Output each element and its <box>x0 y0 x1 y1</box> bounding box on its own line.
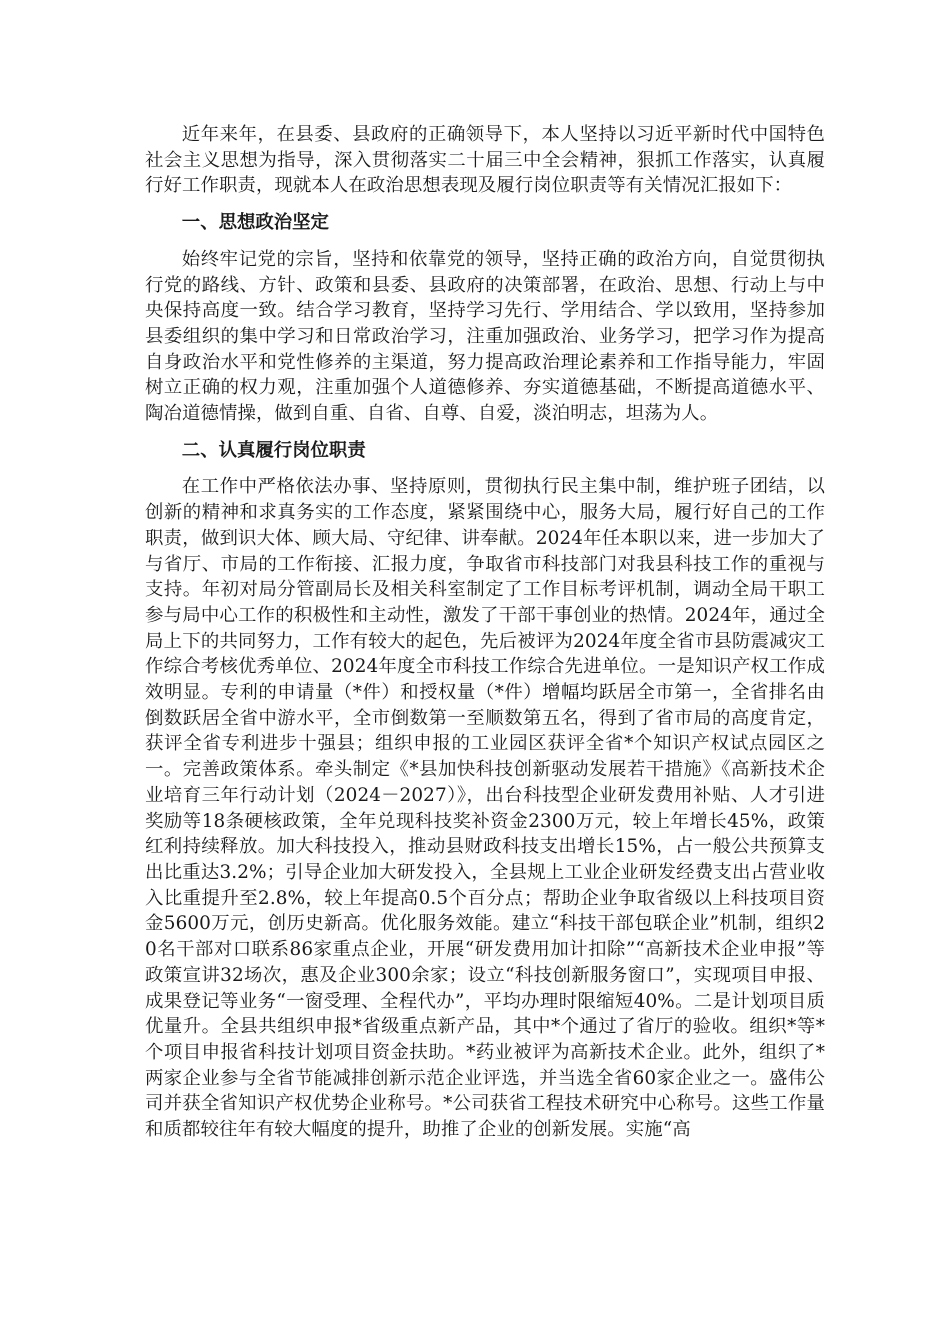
document-page <box>145 122 825 1143</box>
section-1-heading: 一、思想政治坚定 <box>181 212 329 234</box>
section-1-paragraph: 始终牢记党的宗旨，坚持和依靠党的领导，坚持正确的政治方向，自觉贯彻执行党的路线、方针、政策和县委、县政府的决策部署，在政治、思想、行动上与中央保持高度一致。结合学习教育，坚持学习先行、学用结合、学以致用，坚持参加县委组织的集中学习和日常政治学习，注重加强政治、业务学习，把学习作为提高自身政治水平和党性修养的主渠道，努力提高政治理论素养和工作指导能力，牢固树立正确的权力观，注重加强个人道德修养、夯实道德基础，不断提高道德水平、陶冶道德情操，做到自重、自省、自尊、自爱，淡泊明志，坦荡为人。 <box>145 248 825 425</box>
section-2-heading: 二、认真履行岗位职责 <box>181 439 366 461</box>
intro-paragraph: 近年来年，在县委、县政府的正确领导下，本人坚持以习近平新时代中国特色社会主义思想为指导，深入贯彻落实二十届三中全会精神，狠抓工作落实，认真履行好工作职责，现就本人在政治思想表现及履行岗位职责等有关情况汇报如下： <box>145 124 825 197</box>
section-2-paragraph: 在工作中严格依法办事、坚持原则，贯彻执行民主集中制，维护班子团结，以创新的精神和求真务实的工作态度，紧紧围绕中心，服务大局，履行好自己的工作职责，做到识大体、顾大局、守纪律、讲奉献。2024年任本职以来，进一步加大了与省厅、市局的工作衔接、汇报力度，争取省市科技部门对我县科技工作的重视与支持。年初对局分管副局长及相关科室制定了工作目标考评机制，调动全局干职工参与局中心工作的积极性和主动性，激发了干部干事创业的热情。2024年，通过全局上下的共同努力，工作有较大的起色，先后被评为2024年度全省市县防震减灾工作综合考核优秀单位、2024年度全市科技工作综合先进单位。一是知识产权工作成效明显。专利的申请量（*件）和授权量（*件）增幅均跃居全市第一，全省排名由倒数跃居全省中游水平，全市倒数第一至顺数第五名，得到了省市局的高度肯定，获评全省专利进步十强县；组织申报的工业园区获评全省*个知识产权试点园区之一。完善政策体系。牵头制定《*县加快科技创新驱动发展若干措施》《高新技术企业培育三年行动计划（2024－2027）》，出台科技型企业研发费用补贴、人才引进奖励等18条硬核政策，全年兑现科技奖补资金2300万元，较上年增长45%，政策红利持续释放。加大科技投入，推动县财政科技支出增长15%，占一般公共预算支出比重达3.2%；引导企业加大研发投入，全县规上工业企业研发经费支出占营业收入比重提升至2.8%，较上年提高0.5个百分点；帮助企业争取省级以上科技项目资金5600万元，创历史新高。优化服务效能。建立“科技干部包联企业”机制，组织20名干部对口联系86家重点企业，开展“研发费用加计扣除”“高新技术企业申报”等政策宣讲32场次，惠及企业300余家；设立“科技创新服务窗口”，实现项目申报、成果登记等业务“一窗受理、全程代办”，平均办理时限缩短40%。二是计划项目质优量升。全县共组织申报*省级重点新产品，其中*个通过了省厅的验收。组织*等*个项目申报省科技计划项目资金扶助。*药业被评为高新技术企业。此外，组织了*两家企业参与全省节能减排创新示范企业评选，并当选全省60家企业之一。盛伟公司并获全省知识产权优势企业称号。*公司获省工程技术研究中心称号。这些工作量和质都较往年有较大幅度的提升，助推了企业的创新发展。实施“高 <box>145 476 825 1141</box>
